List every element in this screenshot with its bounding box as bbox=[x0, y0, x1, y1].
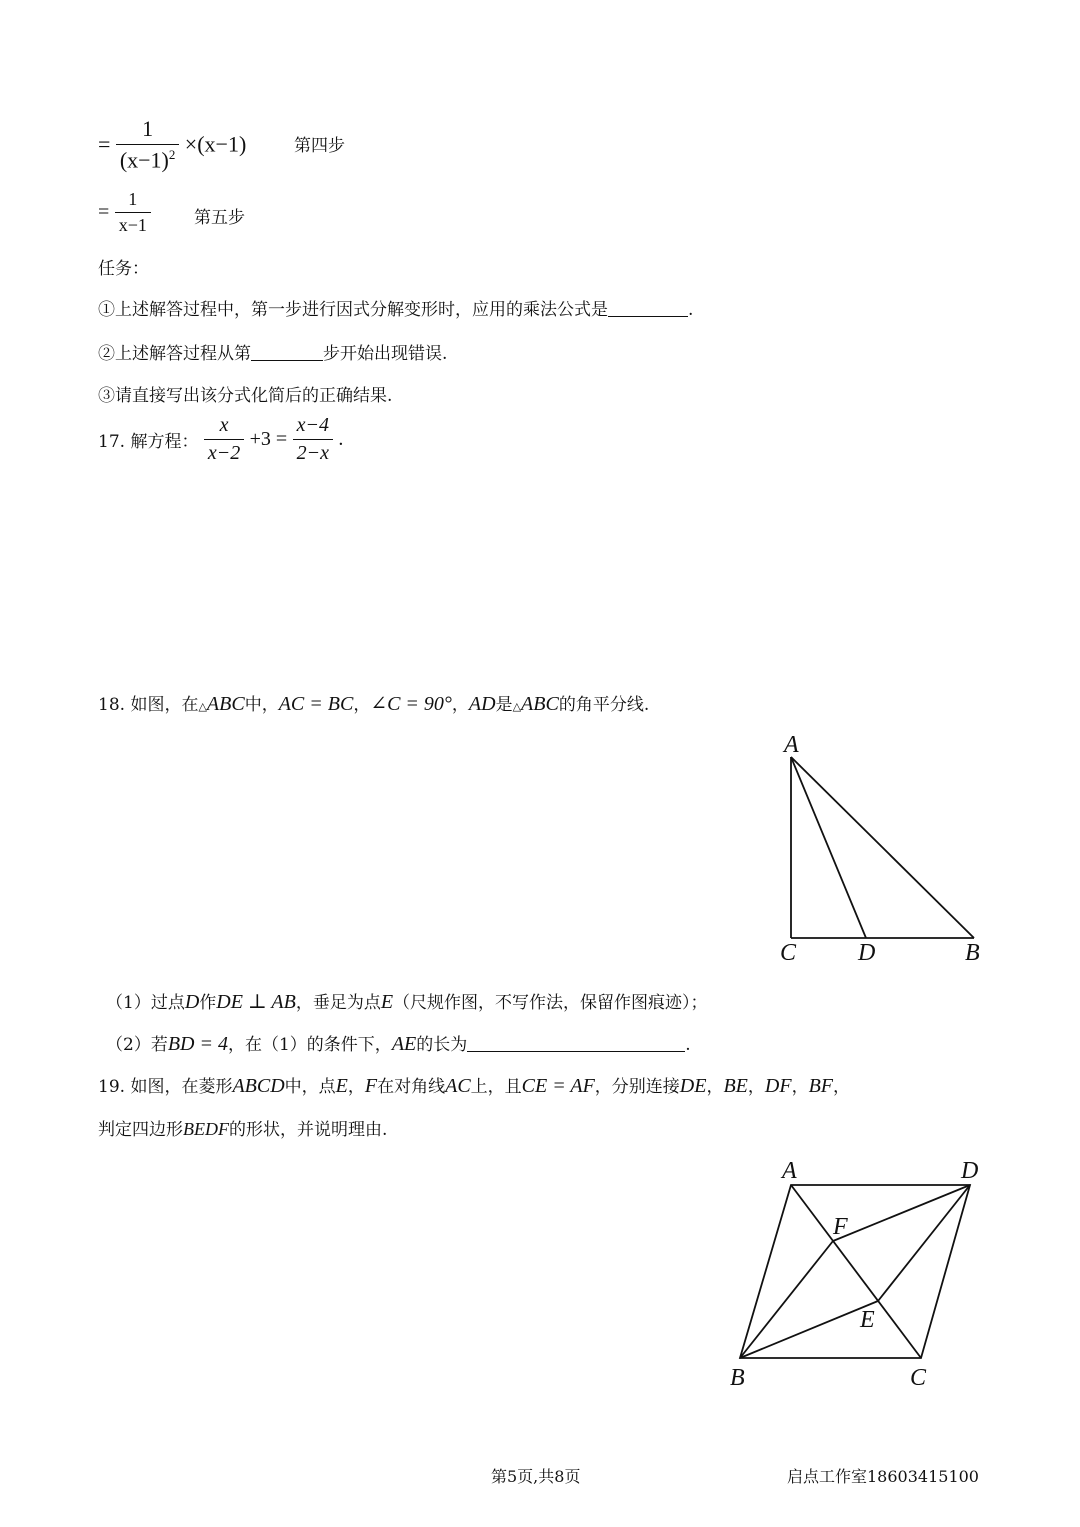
q19-text: 的形状，并说明理由. bbox=[228, 1120, 388, 1140]
segment-df bbox=[833, 1185, 970, 1241]
q18-p1-text: （1）过点 bbox=[106, 993, 185, 1013]
q18-p2-text: （2）若 bbox=[106, 1035, 168, 1055]
step5-expression bbox=[98, 189, 151, 236]
point-d: D bbox=[184, 991, 200, 1013]
answer-blank bbox=[251, 344, 323, 361]
answer-blank bbox=[608, 300, 688, 317]
q18-p1-text: （尺规作图，不写作法，保留作图痕迹）； bbox=[393, 993, 708, 1013]
point-e: E bbox=[335, 1075, 348, 1097]
equals-sign: = bbox=[98, 131, 111, 157]
step5-fraction bbox=[115, 189, 151, 236]
point-e-label: E bbox=[860, 1307, 875, 1333]
point-a-label: A bbox=[782, 1158, 797, 1184]
times-sign: × bbox=[184, 131, 198, 157]
point-d-label: D bbox=[858, 940, 876, 966]
triangle-abc: ABC bbox=[521, 693, 559, 715]
segment-df: DF bbox=[764, 1075, 792, 1097]
point-b-label: B bbox=[965, 940, 980, 966]
point-f-label: F bbox=[833, 1214, 848, 1240]
q18-part-2 bbox=[106, 1030, 691, 1056]
q18-part-1 bbox=[106, 988, 708, 1014]
point-e: E bbox=[380, 991, 394, 1013]
q19-text: ，分别连接 bbox=[594, 1077, 680, 1097]
fraction-denominator: 2−x bbox=[296, 442, 329, 464]
q18-text: 中， bbox=[244, 695, 279, 715]
q18-p2-text: 的长为 bbox=[416, 1035, 468, 1055]
period: . bbox=[688, 300, 694, 320]
comma: ， bbox=[833, 1077, 851, 1097]
q17-lhs-fraction bbox=[204, 414, 244, 465]
comma: ， bbox=[347, 1077, 365, 1097]
diagonal-ac: AC bbox=[445, 1075, 471, 1097]
point-c-label: C bbox=[910, 1365, 927, 1391]
q19-text: 中，点 bbox=[284, 1077, 336, 1097]
q19-label: 19. 如图，在菱形 bbox=[98, 1077, 233, 1097]
quadrilateral-bedf: BEDF bbox=[183, 1119, 229, 1139]
answer-blank bbox=[467, 1035, 685, 1052]
fraction-denominator bbox=[116, 145, 180, 173]
task-3: ③请直接写出该分式化简后的正确结果. bbox=[98, 386, 393, 406]
period: . bbox=[685, 1035, 691, 1055]
question-19-line-2 bbox=[98, 1115, 387, 1140]
q18-ac-equals-bc: AC = BC bbox=[278, 693, 354, 715]
segment-ab bbox=[791, 757, 974, 938]
q18-p2-text: ，在（1）的条件下， bbox=[227, 1035, 392, 1055]
q18-text: 是 bbox=[495, 695, 513, 715]
q17-rhs-fraction bbox=[293, 414, 333, 465]
q18-bd-equals-4: BD = 4 bbox=[167, 1033, 228, 1055]
step4-expression bbox=[98, 116, 246, 173]
point-c-label: C bbox=[780, 940, 797, 966]
denominator-exponent: 2 bbox=[168, 147, 176, 162]
q18-angle-c: ∠C = 90° bbox=[370, 693, 452, 715]
fraction-numerator: 1 bbox=[115, 189, 151, 213]
q18-triangle-figure bbox=[760, 725, 1010, 975]
fraction-denominator: x−1 bbox=[118, 215, 147, 235]
triangle-symbol: △ bbox=[198, 701, 207, 713]
task-2 bbox=[98, 339, 447, 364]
q19-rhombus-figure bbox=[720, 1150, 1000, 1400]
question-18 bbox=[98, 690, 649, 716]
q19-text: 在对角线 bbox=[377, 1077, 446, 1097]
step4-factor: (x−1) bbox=[197, 131, 247, 157]
triangle-abc: ABC bbox=[206, 693, 245, 715]
segment-bf: BF bbox=[808, 1075, 834, 1097]
studio-credit: 启点工作室18603415100 bbox=[787, 1467, 979, 1486]
comma: ， bbox=[791, 1077, 809, 1097]
period: . bbox=[338, 428, 344, 450]
point-b-label: B bbox=[730, 1365, 745, 1391]
step4-label: 第四步 bbox=[294, 136, 345, 156]
fraction-numerator: 1 bbox=[116, 116, 180, 145]
rhombus-abcd: ABCD bbox=[232, 1075, 285, 1097]
q19-text: 上，且 bbox=[470, 1077, 522, 1097]
comma: ， bbox=[353, 695, 371, 715]
comma: ， bbox=[747, 1077, 765, 1097]
comma: ， bbox=[451, 695, 469, 715]
q19-ce-equals-af: CE = AF bbox=[521, 1075, 595, 1097]
fraction-numerator: x bbox=[204, 414, 244, 440]
q18-de-perp-ab: DE ⊥ AB bbox=[216, 991, 296, 1013]
fraction-numerator: x−4 bbox=[293, 414, 333, 440]
segment-be bbox=[740, 1301, 878, 1358]
question-19-line-1 bbox=[98, 1072, 850, 1098]
task-2-prefix: ②上述解答过程从第 bbox=[98, 344, 251, 364]
q17-plus-three: +3 = bbox=[249, 428, 288, 450]
equals-sign: = bbox=[98, 201, 110, 223]
segment-ae: AE bbox=[391, 1033, 417, 1055]
step4-fraction bbox=[116, 116, 180, 173]
triangle-symbol: △ bbox=[512, 701, 522, 713]
page-number: 第5页,共8页 bbox=[491, 1467, 581, 1486]
segment-de bbox=[878, 1185, 970, 1301]
task-heading: 任务： bbox=[98, 259, 149, 279]
point-a-label: A bbox=[784, 732, 799, 758]
q18-p1-text: 作 bbox=[199, 993, 217, 1013]
q18-text: 的角平分线. bbox=[558, 695, 650, 715]
fraction-denominator: x−2 bbox=[207, 442, 241, 464]
segment-ad: AD bbox=[468, 693, 496, 715]
comma: ， bbox=[706, 1077, 724, 1097]
task-1-text: ①上述解答过程中，第一步进行因式分解变形时，应用的乘法公式是 bbox=[98, 300, 608, 320]
point-d-label: D bbox=[961, 1158, 979, 1184]
point-f: F bbox=[364, 1075, 378, 1097]
q18-label: 18. 如图，在 bbox=[98, 695, 199, 715]
segment-de: DE bbox=[679, 1075, 707, 1097]
task-1 bbox=[98, 295, 693, 320]
q17-label: 17. 解方程： bbox=[98, 432, 199, 452]
segment-bf bbox=[740, 1241, 833, 1358]
q18-p1-text: ，垂足为点 bbox=[295, 993, 381, 1013]
denominator-base: (x−1) bbox=[119, 147, 169, 173]
task-2-suffix: 步开始出现错误. bbox=[323, 344, 448, 364]
q19-text: 判定四边形 bbox=[98, 1120, 183, 1140]
segment-ad bbox=[791, 757, 866, 938]
question-17 bbox=[98, 414, 343, 465]
step5-label: 第五步 bbox=[194, 208, 245, 228]
segment-be: BE bbox=[723, 1075, 748, 1097]
